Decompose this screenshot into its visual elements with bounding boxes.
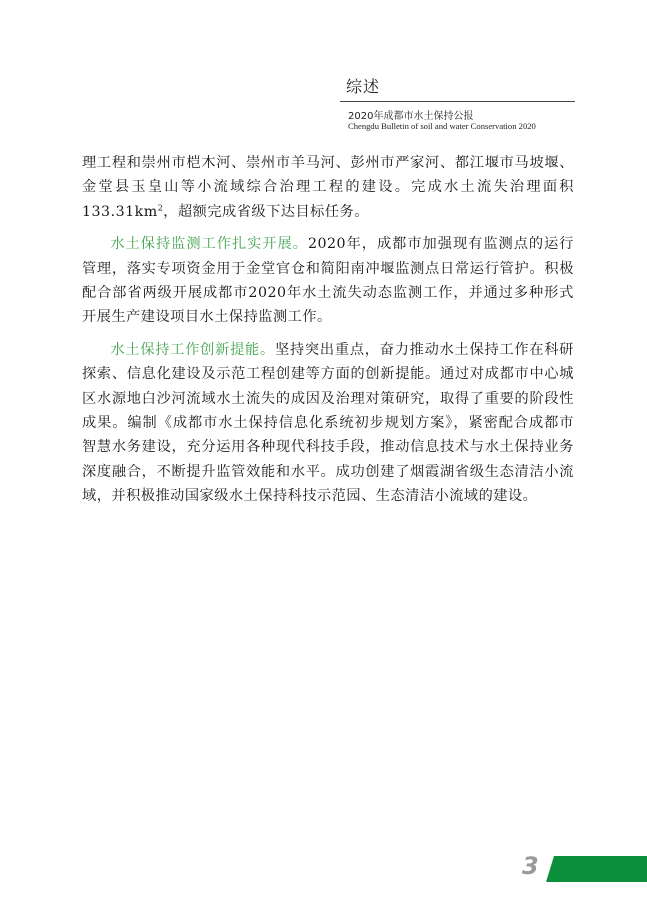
paragraph-3 bbox=[82, 338, 574, 509]
paragraph-1-end: ，超额完成省级下达目标任务。 bbox=[163, 203, 369, 220]
paragraph-2-heading: 水土保持监测工作扎实开展。 bbox=[110, 236, 308, 253]
footer-green-bar bbox=[546, 856, 647, 882]
page-number: 3 bbox=[522, 852, 539, 880]
paragraph-3-body: 坚持突出重点，奋力推动水土保持工作在科研探索、信息化建设及示范工程创建等方面的创新提能。通过对成都市中心城区水源地白沙河流域水土流失的成因及治理对策研究，取得了重要的阶段性成果。编制《成都市水土保持信息化系统初步规划方案》，紧密配合成都市智慧水务建设，充分运用各种现代科技手段，推动信息技术与水土保持业务深度融合，不断提升监管效能和水平。成功创建了烟霞湖省级生态清洁小流域，并积极推动国家级水土保持科技示范园、生态清洁小流域的建设。 bbox=[82, 341, 574, 505]
paragraph-2 bbox=[82, 232, 574, 330]
paragraph-2-body: 2020年，成都市加强现有监测点的运行管理，落实专项资金用于金堂官仓和简阳南冲堰监测点日常运行管护。积极配合部省两级开展成都市2020年水土流失动态监测工作，并通过多种形式开展生产建设项目水土保持监测工作。 bbox=[82, 236, 574, 326]
bulletin-title-en: Chengdu Bulletin of soil and water Conservation 2020 bbox=[348, 121, 536, 131]
paragraph-1 bbox=[82, 151, 574, 224]
section-title: 综述 bbox=[346, 77, 381, 96]
article-body bbox=[82, 151, 574, 509]
header-divider bbox=[340, 101, 575, 102]
bulletin-title-cn: 2020年成都市水土保持公报 bbox=[348, 111, 474, 122]
superscript-2: 2 bbox=[157, 203, 164, 213]
paragraph-1-text: 理工程和崇州市桤木河、崇州市羊马河、彭州市严家河、都江堰市马坡堰、金堂县玉皇山等小流域综合治理工程的建设。完成水土流失治理面积133.31km bbox=[82, 155, 574, 220]
paragraph-3-heading: 水土保持工作创新提能。 bbox=[110, 341, 275, 358]
